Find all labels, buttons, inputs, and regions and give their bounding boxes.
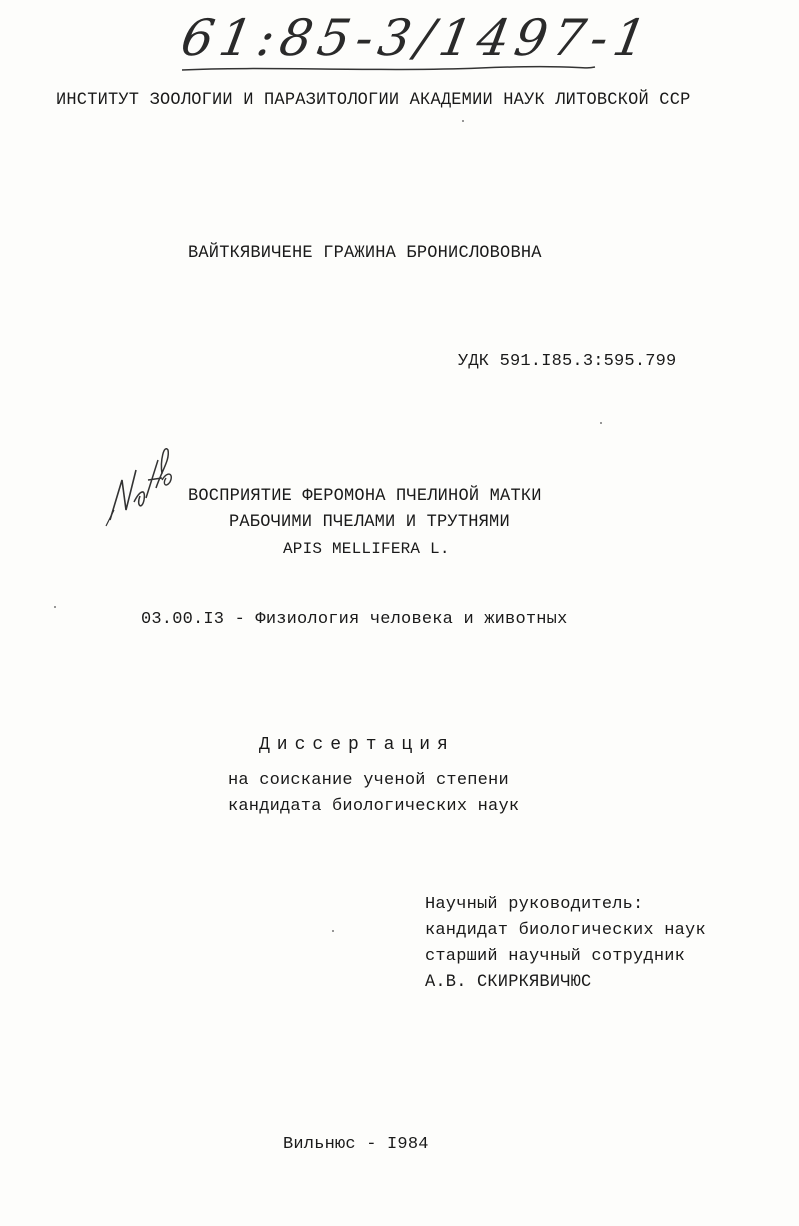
udk-code: УДК 591.I85.3:595.799 bbox=[458, 352, 677, 371]
specialty-code: 03.00.I3 - Физиология человека и животных bbox=[141, 610, 568, 629]
supervisor-degree: кандидат биологических наук bbox=[425, 921, 706, 940]
signature-handwritten bbox=[100, 440, 175, 530]
title-line-3-latin: APIS MELLIFERA L. bbox=[283, 540, 450, 558]
title-line-2: РАБОЧИМИ ПЧЕЛАМИ И ТРУТНЯМИ bbox=[229, 512, 510, 533]
archive-number-handwritten: 61:85-3/1497-1 bbox=[176, 9, 657, 67]
thesis-type: Диссертация bbox=[259, 735, 455, 755]
place-and-year: Вильнюс - I984 bbox=[283, 1135, 429, 1154]
supervisor-label: Научный руководитель: bbox=[425, 895, 644, 914]
scan-speck bbox=[600, 422, 602, 424]
title-line-1: ВОСПРИЯТИЕ ФЕРОМОНА ПЧЕЛИНОЙ МАТКИ bbox=[188, 486, 542, 507]
author-name: ВАЙТКЯВИЧЕНЕ ГРАЖИНА БРОНИСЛОВОВНА bbox=[188, 243, 542, 264]
thesis-line-2: на соискание ученой степени bbox=[228, 771, 509, 790]
scan-speck bbox=[332, 930, 334, 932]
thesis-line-3: кандидата биологических наук bbox=[228, 797, 520, 816]
supervisor-position: старший научный сотрудник bbox=[425, 947, 686, 966]
scan-speck bbox=[54, 606, 56, 608]
scan-speck bbox=[462, 120, 464, 122]
archive-number-underline bbox=[180, 62, 600, 76]
institution-name: ИНСТИТУТ ЗООЛОГИИ И ПАРАЗИТОЛОГИИ АКАДЕМИИ НАУК ЛИТОВСКОЙ ССР bbox=[56, 90, 691, 111]
supervisor-name: А.В. СКИРКЯВИЧЮС bbox=[425, 972, 592, 993]
